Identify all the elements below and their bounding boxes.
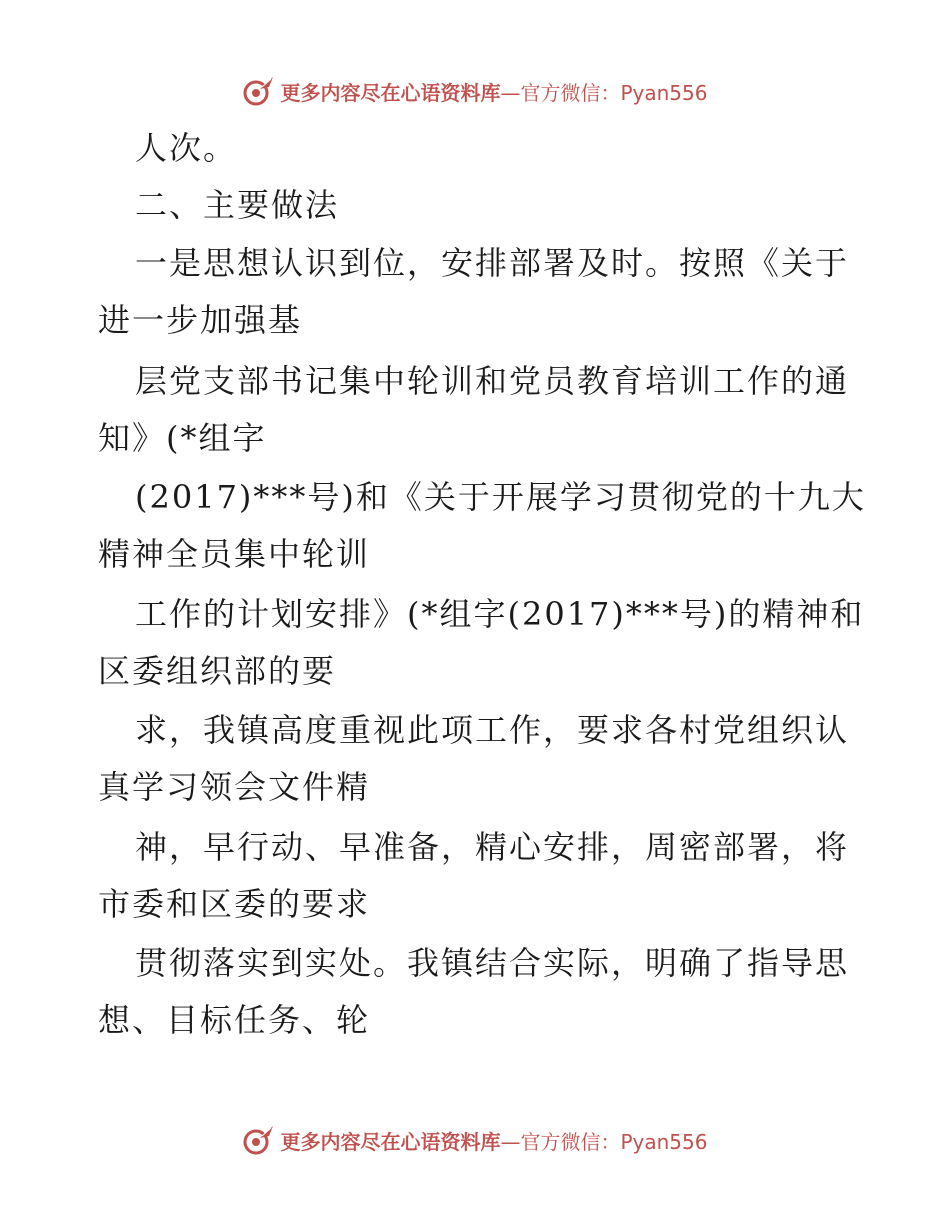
quill-logo-icon [242, 74, 276, 108]
watermark-text [280, 1126, 707, 1155]
watermark-brand: 更多内容尽在心语资料库 [280, 1129, 501, 1154]
paragraph-line: 想、目标任务、轮 [98, 1001, 371, 1039]
watermark-text [280, 77, 707, 106]
watermark-brand: 更多内容尽在心语资料库 [280, 80, 501, 105]
paragraph-line: 贯彻落实到实处。我镇结合实际，明确了指导思 [135, 944, 850, 982]
header-watermark [0, 71, 950, 111]
paragraph-line: 精神全员集中轮训 [98, 535, 371, 573]
paragraph-line: 知》(*组字 [98, 419, 267, 457]
watermark-contact: 官方微信：Pyan556 [520, 80, 708, 105]
paragraph-line: 区委组织部的要 [98, 652, 337, 690]
paragraph-line: 市委和区委的要求 [98, 885, 371, 923]
paragraph-line: 进一步加强基 [98, 301, 303, 339]
footer-watermark [0, 1120, 950, 1160]
paragraph-line: 神，早行动、早准备，精心安排，周密部署，将 [135, 828, 850, 866]
paragraph-line: 层党支部书记集中轮训和党员教育培训工作的通 [135, 362, 850, 400]
paragraph-line: 真学习领会文件精 [98, 768, 371, 806]
watermark-contact: 官方微信：Pyan556 [520, 1129, 708, 1154]
paragraph-line: 求，我镇高度重视此项工作，要求各村党组织认 [135, 711, 850, 749]
paragraph-line: 一是思想认识到位，安排部署及时。按照《关于 [135, 244, 850, 282]
paragraph-line: 人次。 [135, 129, 238, 167]
section-heading: 二、主要做法 [135, 186, 340, 224]
paragraph-line: (2017)***号)和《关于开展学习贯彻党的十九大 [135, 478, 866, 516]
quill-logo-icon [242, 1123, 276, 1157]
watermark-dash: — [500, 80, 521, 105]
watermark-dash: — [500, 1129, 521, 1154]
paragraph-line: 工作的计划安排》(*组字(2017)***号)的精神和 [135, 595, 865, 633]
